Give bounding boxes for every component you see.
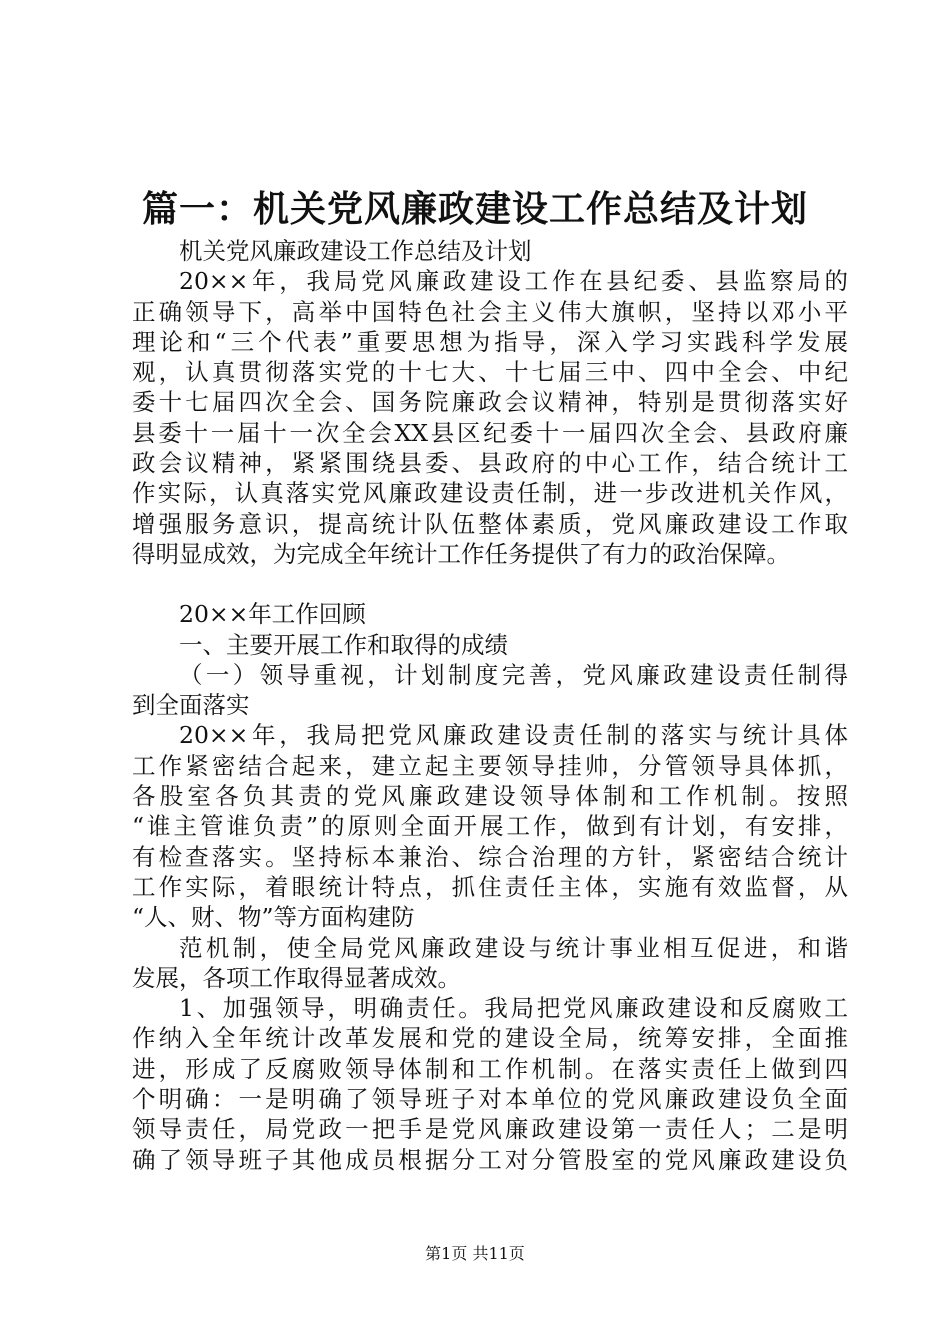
text-line: 作纳入全年统计改革发展和党的建设全局，统筹安排，全面推 (132, 1024, 848, 1053)
paragraph-spacer (132, 569, 848, 599)
text-line: 工作实际，着眼统计特点，抓住责任主体，实施有效监督，从 (132, 872, 848, 901)
text-line: 政会议精神，紧紧围绕县委、县政府的中心工作，结合统计工 (132, 449, 848, 478)
text-line: 增强服务意识，提高统计队伍整体素质，党风廉政建设工作取 (132, 509, 848, 538)
text-line: 作实际，认真落实党风廉政建设责任制，进一步改进机关作风， (132, 479, 848, 508)
text-line: 观，认真贯彻落实党的十七大、十七届三中、四中全会、中纪 (132, 358, 848, 387)
text-line: 范机制，使全局党风廉政建设与统计事业相互促进，和谐 (179, 933, 848, 962)
text-line: 确了领导班子其他成员根据分工对分管股室的党风廉政建设负 (132, 1145, 848, 1174)
text-line: 正确领导下，高举中国特色社会主义伟大旗帜，坚持以邓小平 (132, 297, 848, 326)
document-body (132, 236, 848, 1175)
text-line: 20××年，我局党风廉政建设工作在县纪委、县监察局的 (179, 267, 848, 296)
text-line: “人、财、物”等方面构建防 (132, 903, 415, 932)
text-line: 进，形成了反腐败领导体制和工作机制。在落实责任上做到四 (132, 1054, 848, 1083)
text-line: 理论和“三个代表”重要思想为指导，深入学习实践科学发展 (132, 327, 848, 356)
text-line: “谁主管谁负责”的原则全面开展工作，做到有计划，有安排， (132, 812, 848, 841)
text-line: （一）领导重视，计划制度完善，党风廉政建设责任制得 (179, 660, 848, 689)
text-line: 发展，各项工作取得显著成效。 (132, 963, 461, 992)
text-line: 领导责任，局党政一把手是党风廉政建设第一责任人；二是明 (132, 1115, 848, 1144)
text-line: 20××年，我局把党风廉政建设责任制的落实与统计具体 (179, 721, 848, 750)
text-line: 得明显成效，为完成全年统计工作任务提供了有力的政治保障。 (132, 539, 790, 568)
document-title: 篇一：机关党风廉政建设工作总结及计划 (141, 188, 808, 230)
text-line: 机关党风廉政建设工作总结及计划 (179, 237, 532, 265)
text-line: 到全面落实 (132, 691, 250, 720)
text-line: 有检查落实。坚持标本兼治、综合治理的方针，紧密结合统计 (132, 842, 848, 871)
text-line: 个明确：一是明确了领导班子对本单位的党风廉政建设负全面 (132, 1085, 848, 1114)
text-line: 委十七届四次全会、国务院廉政会议精神，特别是贯彻落实好 (132, 388, 848, 417)
text-line: 各股室各负其责的党风廉政建设领导体制和工作机制。按照 (132, 782, 848, 811)
page-footer: 第1页 共11页 (425, 1244, 525, 1263)
text-line: 县委十一届十一次全会XX县区纪委十一届四次全会、县政府廉 (132, 418, 848, 447)
text-line: 20××年工作回顾 (179, 600, 366, 629)
text-line: 工作紧密结合起来，建立起主要领导挂帅，分管领导具体抓， (132, 751, 848, 780)
text-line: 1、加强领导，明确责任。我局把党风廉政建设和反腐败工 (179, 994, 848, 1023)
text-line: 一、主要开展工作和取得的成绩 (179, 630, 508, 659)
